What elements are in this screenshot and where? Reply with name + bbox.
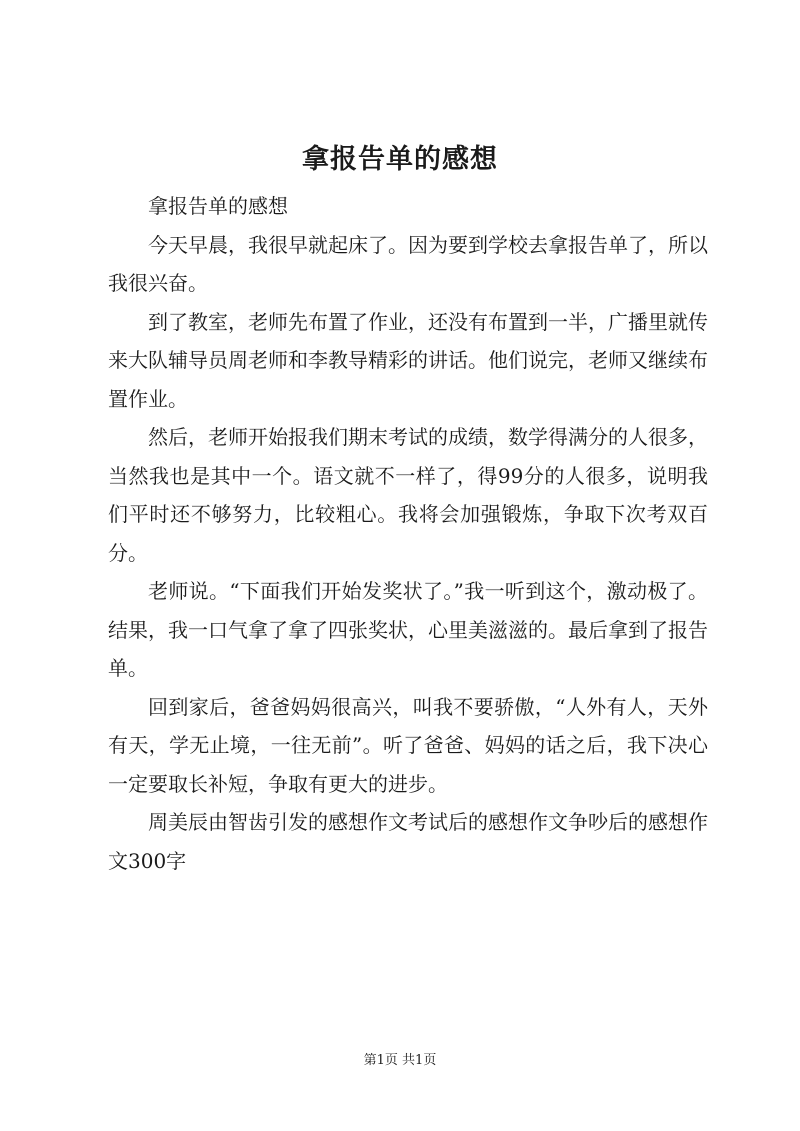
- page-number-footer: 第1页 共1页: [363, 1053, 437, 1068]
- paragraph: 老师说。“下面我们开始发奖状了。”我一听到这个，激动极了。结果，我一口气拿了拿了四张奖状，心里美滋滋的。最后拿到了报告单。: [108, 579, 708, 680]
- document-body: [108, 187, 708, 880]
- paragraph: 拿报告单的感想: [148, 194, 288, 218]
- paragraph: 回到家后，爸爸妈妈很高兴，叫我不要骄傲，“人外有人，天外有天，学无止境，一往无前”。听了爸爸、妈妈的话之后，我下决心一定要取长补短，争取有更大的进步。: [108, 694, 708, 796]
- paragraph: 周美辰由智齿引发的感想作文考试后的感想作文争吵后的感想作文300字: [108, 810, 708, 873]
- paragraph: 到了教室，老师先布置了作业，还没有布置到一半，广播里就传来大队辅导员周老师和李教导精彩的讲话。他们说完，老师又继续布置作业。: [108, 309, 708, 411]
- document-title: 拿报告单的感想: [302, 144, 498, 175]
- paragraph: 然后，老师开始报我们期末考试的成绩，数学得满分的人很多，当然我也是其中一个。语文就不一样了，得99分的人很多，说明我们平时还不够努力，比较粗心。我将会加强锻炼，争取下次考双百分。: [108, 425, 708, 565]
- paragraph: 今天早晨，我很早就起床了。因为要到学校去拿报告单了，所以我很兴奋。: [108, 232, 708, 295]
